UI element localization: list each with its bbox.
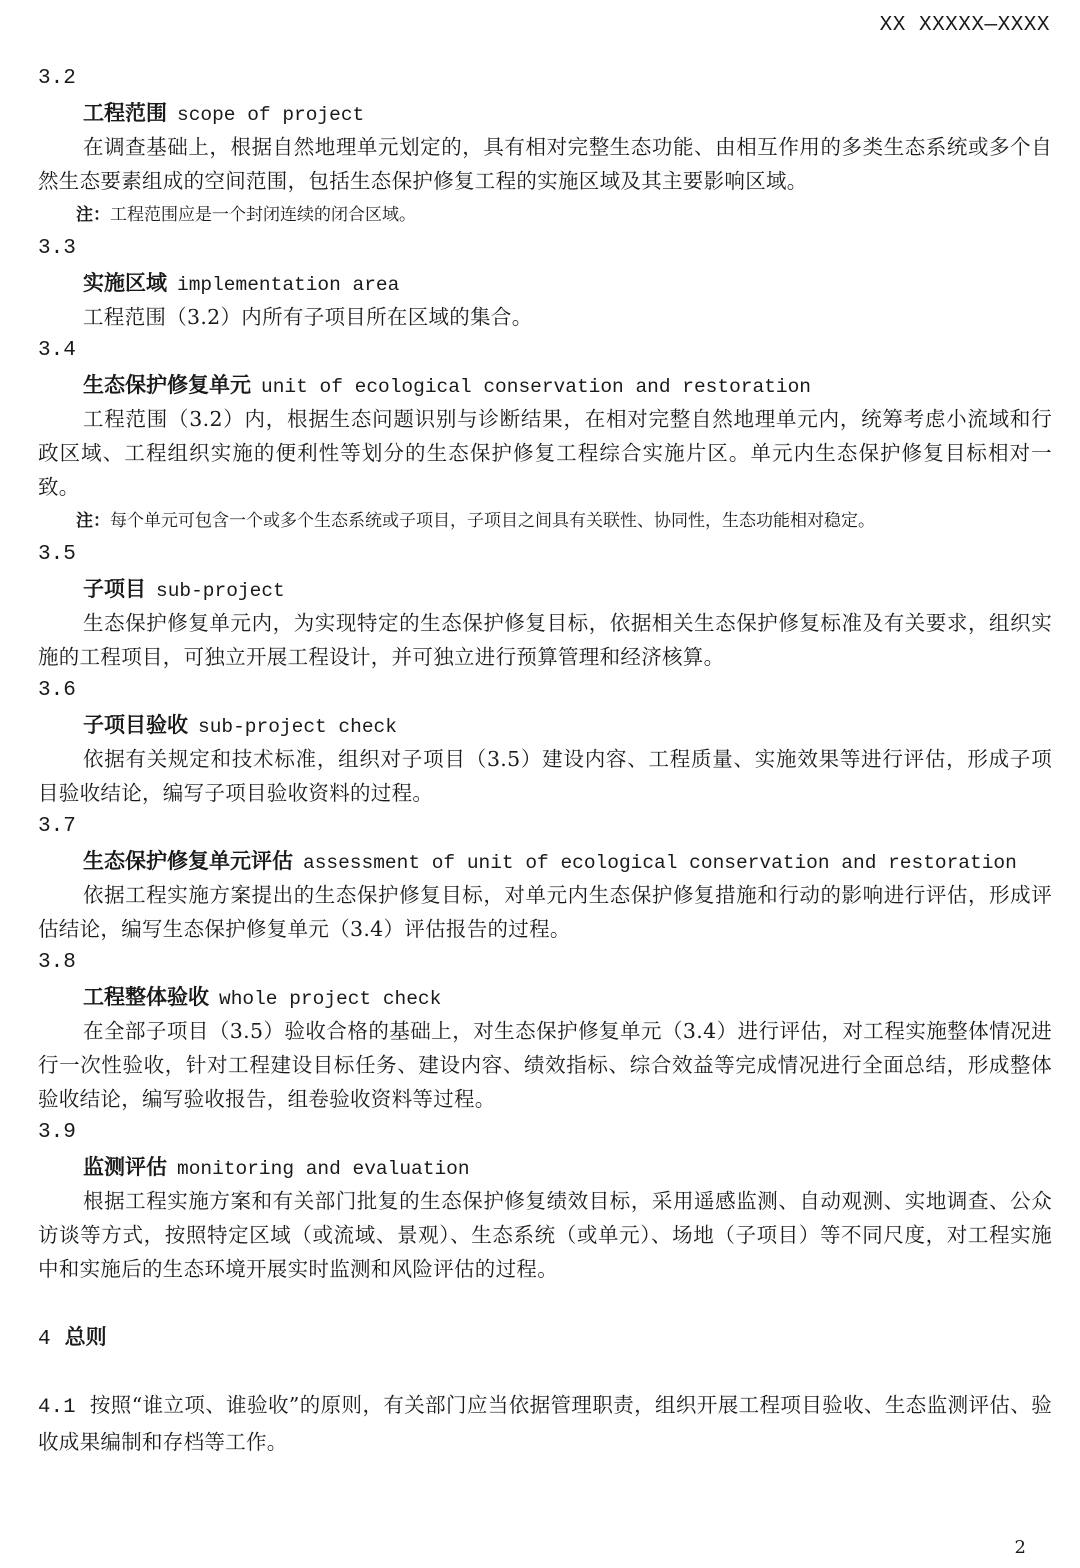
term-chinese: 生态保护修复单元评估 — [83, 849, 293, 873]
note — [38, 504, 1052, 538]
clause-text: 按照“谁立项、谁验收”的原则，有关部门应当依据管理职责，组织开展工程项目验收、生态监测评估、验收成果编制和存档等工作。 — [38, 1393, 1052, 1454]
section-number: 3.9 — [38, 1121, 76, 1144]
chapter-number: 4 — [38, 1328, 51, 1351]
definition-paragraph: 工程范围（3.2）内所有子项目所在区域的集合。 — [83, 305, 533, 329]
note — [38, 198, 1052, 232]
term-english: whole project check — [219, 988, 442, 1010]
section-3-2 — [38, 62, 1052, 232]
term-english: scope of project — [177, 104, 365, 126]
term-heading — [38, 980, 1052, 1014]
term-chinese: 子项目验收 — [83, 713, 188, 737]
section-number: 3.7 — [38, 815, 76, 838]
definition-paragraph: 工程范围（3.2）内，根据生态问题识别与诊断结果，在相对完整自然地理单元内，统筹考虑小流域和行政区域、工程组织实施的便利性等划分的生态保护修复工程综合实施片区。单元内生态保护修复目标相对一致。 — [38, 407, 1052, 499]
note-text: 工程范围应是一个封闭连续的闭合区域。 — [110, 205, 416, 225]
note-label: 注： — [76, 205, 110, 225]
term-chinese: 实施区域 — [83, 271, 167, 295]
page-number: 2 — [1014, 1537, 1026, 1558]
note-label: 注： — [76, 511, 110, 531]
term-english: unit of ecological conservation and restoration — [261, 376, 811, 398]
section-3-9 — [38, 1116, 1052, 1286]
clause-number: 4.1 — [38, 1396, 76, 1419]
term-chinese: 生态保护修复单元 — [83, 373, 251, 397]
term-heading — [38, 368, 1052, 402]
term-heading — [38, 96, 1052, 130]
section-3-8 — [38, 946, 1052, 1116]
chapter-heading — [38, 1320, 1052, 1354]
standard-code: XX XXXXX—XXXX — [879, 14, 1050, 37]
section-3-3 — [38, 232, 1052, 334]
section-number: 3.4 — [38, 339, 76, 362]
term-english: monitoring and evaluation — [177, 1158, 470, 1180]
definition-paragraph: 根据工程实施方案和有关部门批复的生态保护修复绩效目标，采用遥感监测、自动观测、实地调查、公众访谈等方式，按照特定区域（或流域、景观）、生态系统（或单元）、场地（子项目）等不同尺度，对工程实施中和实施后的生态环境开展实时监测和风险评估的过程。 — [38, 1189, 1052, 1281]
section-number: 3.6 — [38, 679, 76, 702]
term-heading — [38, 572, 1052, 606]
term-english: implementation area — [177, 274, 400, 296]
term-heading — [38, 708, 1052, 742]
definition-paragraph: 在全部子项目（3.5）验收合格的基础上，对生态保护修复单元（3.4）进行评估，对工程实施整体情况进行一次性验收，针对工程建设目标任务、建设内容、绩效指标、综合效益等完成情况进行全面总结，形成整体验收结论，编写验收报告，组卷验收资料等过程。 — [38, 1019, 1052, 1111]
section-number: 3.8 — [38, 951, 76, 974]
term-heading — [38, 266, 1052, 300]
term-chinese: 监测评估 — [83, 1155, 167, 1179]
term-chinese: 工程整体验收 — [83, 985, 209, 1009]
section-3-4 — [38, 334, 1052, 538]
chapter-title: 总则 — [64, 1325, 107, 1349]
section-3-6 — [38, 674, 1052, 810]
definition-paragraph: 在调查基础上，根据自然地理单元划定的，具有相对完整生态功能、由相互作用的多类生态系统或多个自然生态要素组成的空间范围，包括生态保护修复工程的实施区域及其主要影响区域。 — [38, 135, 1052, 193]
section-number: 3.5 — [38, 543, 76, 566]
section-number: 3.2 — [38, 67, 76, 90]
term-chinese: 工程范围 — [83, 101, 167, 125]
term-heading — [38, 1150, 1052, 1184]
term-english: sub-project — [156, 580, 285, 602]
definition-paragraph: 生态保护修复单元内，为实现特定的生态保护修复目标，依据相关生态保护修复标准及有关要求，组织实施的工程项目，可独立开展工程设计，并可独立进行预算管理和经济核算。 — [38, 611, 1052, 669]
note-text: 每个单元可包含一个或多个生态系统或子项目，子项目之间具有关联性、协同性，生态功能相对稳定。 — [110, 511, 875, 531]
term-english: sub-project check — [198, 716, 397, 738]
term-heading — [38, 844, 1052, 878]
section-number: 3.3 — [38, 237, 76, 260]
definition-paragraph: 依据工程实施方案提出的生态保护修复目标，对单元内生态保护修复措施和行动的影响进行评估，形成评估结论，编写生态保护修复单元（3.4）评估报告的过程。 — [38, 883, 1052, 941]
definition-paragraph: 依据有关规定和技术标准，组织对子项目（3.5）建设内容、工程质量、实施效果等进行评估，形成子项目验收结论，编写子项目验收资料的过程。 — [38, 747, 1052, 805]
document-body — [38, 62, 1052, 1459]
section-3-5 — [38, 538, 1052, 674]
clause-4-1 — [38, 1388, 1052, 1459]
term-english: assessment of unit of ecological conservation and restoration — [303, 852, 1017, 874]
term-chinese: 子项目 — [83, 577, 146, 601]
section-3-7 — [38, 810, 1052, 946]
